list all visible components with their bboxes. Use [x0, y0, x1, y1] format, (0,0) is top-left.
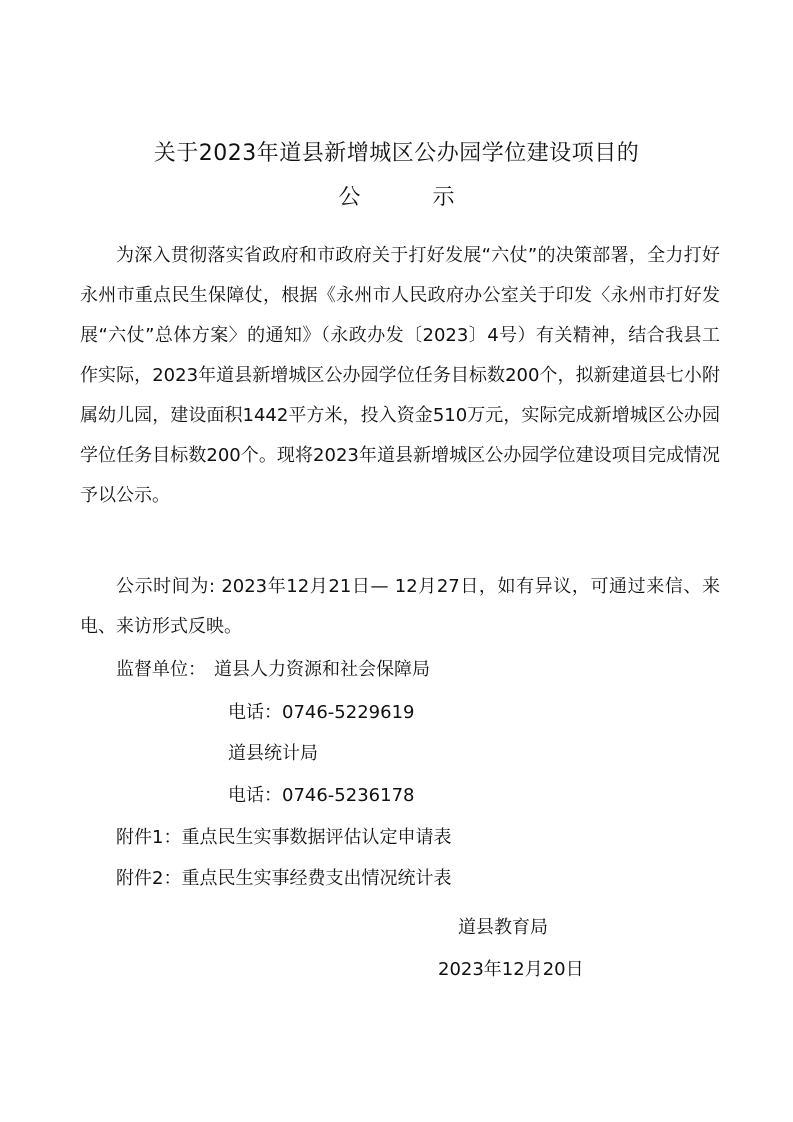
signature-date: 2023年12月20日 — [438, 959, 584, 980]
document-title: 关于2023年道县新增城区公办园学位建设项目的 — [153, 141, 640, 166]
document-title-notice: 公示 — [338, 185, 527, 210]
body-paragraph-2: 公示时间为: 2023年12月21日— 12月27日，如有异议，可通过来信、来电、来访形式反映。 — [80, 576, 720, 637]
supervision-phone-1: 电话：0746-5229619 — [228, 702, 415, 723]
attachment-2: 附件2：重点民生实事经费支出情况统计表 — [116, 868, 452, 889]
supervision-label: 监督单位： — [116, 659, 206, 680]
attachment-1: 附件1：重点民生实事数据评估认定申请表 — [116, 827, 452, 848]
supervision-unit-1: 道县人力资源和社会保障局 — [214, 659, 430, 680]
signature-org: 道县教育局 — [458, 917, 548, 938]
supervision-phone-2: 电话：0746-5236178 — [228, 785, 415, 806]
body-paragraph-1: 为深入贯彻落实省政府和市政府关于打好发展“六仗”的决策部署，全力打好永州市重点民生保障仗，根据《永州市人民政府办公室关于印发〈永州市打好发展“六仗”总体方案〉的通知》（永政办发〔2023〕4号）有关精神，结合我县工作实际，2023年道县新增城区公办园学位任务目标数200个，拟新建道县七小附属幼儿园，建设面积1442平方米，投入资金510万元，实际完成新增城区公办园学位任务目标数200个。现将2023年道县新增城区公办园学位建设项目完成情况予以公示。 — [80, 245, 720, 506]
supervision-unit-2: 道县统计局 — [228, 743, 318, 764]
